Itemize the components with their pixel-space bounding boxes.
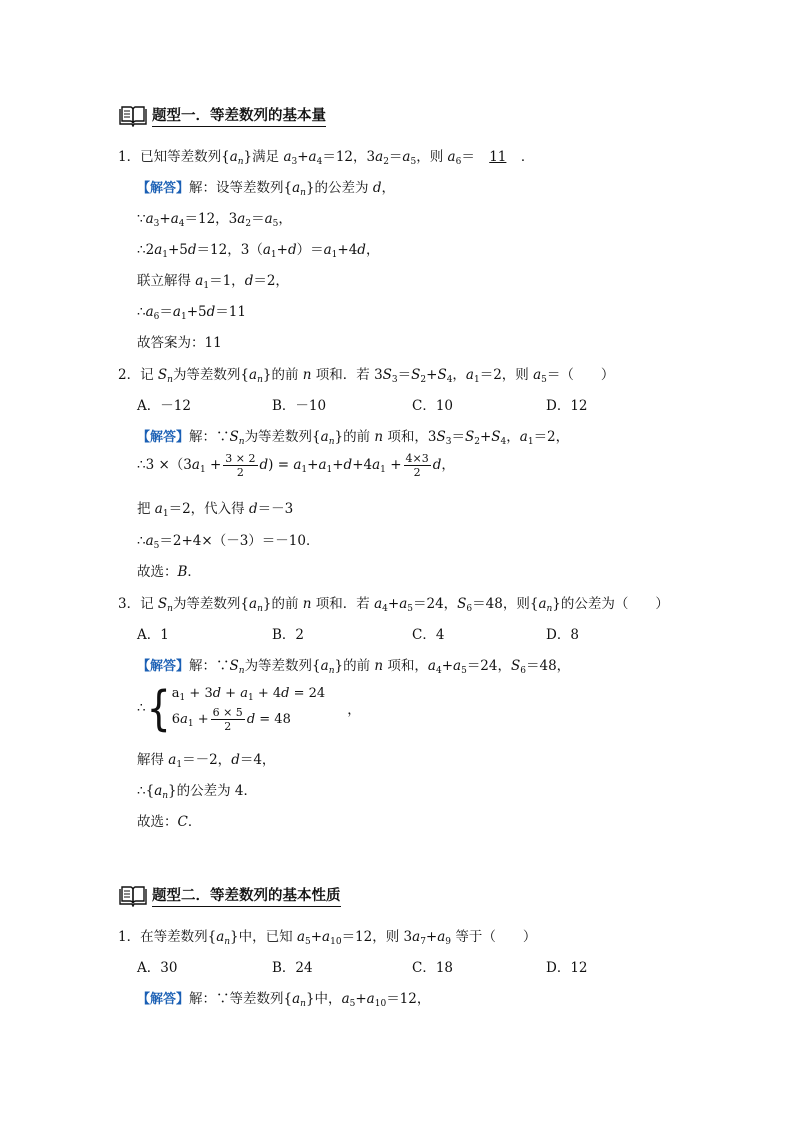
book-icon <box>118 885 148 907</box>
q4-option-a[interactable]: A．30 <box>137 960 178 976</box>
fraction: $\frac{4\times 3}{2}$ <box>405 452 429 479</box>
section-title-2: 题型二．等差数列的基本性质 <box>152 884 341 907</box>
q4-solution-line-1: 【解答】解：∵等差数列$\{a_n\}$中，$a_5+a_{10}=12$， <box>137 991 431 1009</box>
section-header-2 <box>118 884 341 907</box>
q3-option-a[interactable]: A．1 <box>137 627 169 643</box>
section-header-1 <box>118 104 326 127</box>
q3-option-c[interactable]: C．4 <box>412 627 445 643</box>
q2-solution-line-5: 故选：B． <box>137 564 201 580</box>
q1-solution-line-5: $\therefore a_6=a_1+5d=11$ <box>137 304 246 322</box>
q4-option-d[interactable]: D．12 <box>546 960 588 976</box>
q3-equation-system: ∴ { $a_1 + 3d + a_1 + 4d = 24$ $6a_1$ + $\frac{6 \times 5}{2}$ d = 48 ， <box>137 680 361 735</box>
q3-solution-line-5: 故选：C． <box>137 814 202 830</box>
section-title-1: 题型一．等差数列的基本量 <box>152 104 326 127</box>
question-1-stem: 1．已知等差数列$\{a_n\}$满足 $a_3+a_4=12$，$3a_2=a_5$，则 $a_6= 11$ ． <box>118 149 535 167</box>
q2-option-d[interactable]: D．12 <box>546 398 588 414</box>
fraction: $\frac{3 \times 2}{2}$ <box>225 452 256 479</box>
q2-option-b[interactable]: B．－10 <box>272 398 327 414</box>
fraction: $\frac{6 \times 5}{2}$ <box>212 706 243 733</box>
book-icon <box>118 105 148 127</box>
q3-option-d[interactable]: D．8 <box>546 627 579 643</box>
q2-option-c[interactable]: C．10 <box>412 398 454 414</box>
q1-solution-line-3: $\therefore 2a_1+5d=12$，$3(a_1+d)=a_1+4d$， <box>137 242 380 260</box>
q3-solution-line-1: 【解答】解：$\because S_n$为等差数列$\{a_n\}$的前 n 项和，$a_4+a_5=24$，$S_6=48$， <box>137 658 571 676</box>
q1-solution-line-4: 联立解得 $a_1=1$，d＝2， <box>137 273 289 291</box>
question-3-stem: 3．记 $S_n$为等差数列$\{a_n\}$的前 n 项和．若 $a_4+a_5=24$，$S_6=48$，则$\{a_n\}$的公差为（ ） <box>118 596 669 614</box>
q4-option-b[interactable]: B．24 <box>272 960 313 976</box>
q3-solution-line-3: 解得 $a_1=-2$，d＝4， <box>137 752 276 770</box>
question-2-1-stem: 1．在等差数列$\{a_n\}$中，已知 $a_5+a_{10}=12$，则 $3a_7+a_9$ 等于（ ） <box>118 929 537 947</box>
q1-solution-line-2: $\because a_3+a_4=12$，$3a_2=a_5$， <box>137 211 292 229</box>
answer-blank: 11 <box>489 149 507 165</box>
question-2-stem: 2．记 $S_n$为等差数列$\{a_n\}$的前 n 项和．若 $3S_3=S_2+S_4$，$a_1=2$，则 $a_5=$（ ） <box>118 367 615 385</box>
q1-solution-line-6: 故答案为：11 <box>137 335 222 351</box>
q2-solution-line-1: 【解答】解：$\because S_n$为等差数列$\{a_n\}$的前 n 项和，$3S_3=S_2+S_4$，$a_1=2$， <box>137 429 570 447</box>
q2-solution-line-3: 把 $a_1=2$，代入得 d＝－3 <box>137 501 294 519</box>
q2-solution-line-4: $\therefore a_5=2+4\times(-3)=-10$． <box>137 533 320 551</box>
q3-option-b[interactable]: B．2 <box>272 627 305 643</box>
q2-option-a[interactable]: A．－12 <box>137 398 191 414</box>
q1-solution-line-1: 【解答】解：设等差数列$\{a_n\}$的公差为 d， <box>137 180 396 198</box>
q4-option-c[interactable]: C．18 <box>412 960 454 976</box>
q2-solution-line-2: ∴3 $\times(3a_1$ + $\frac{3 \times 2}{2}$ $d) = a_1+a_1+d+4a_1$ + $\frac{4\times 3}{2}$ d， <box>137 452 455 479</box>
q3-solution-line-4: $\therefore\{a_n\}$的公差为 4． <box>137 783 258 801</box>
